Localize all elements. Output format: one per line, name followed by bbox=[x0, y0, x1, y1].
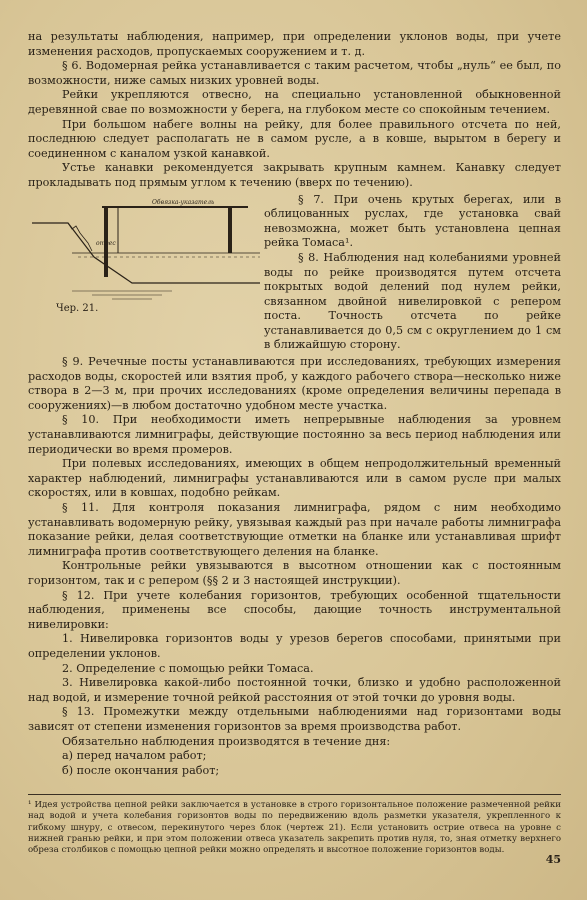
list-item-a: а) перед началом работ; bbox=[62, 749, 207, 763]
footnote: ¹ Идея устройства цепной рейки заключается в установке в строго горизонтальное положение размеченной рейки над водой и учета колебания горизонтов воды по передвижению вдоль разметки указателя, укрепленного к гибкому шнуру, с отвесом, перекинутого через блок (чертеж 21). Если установить острие отвеса на уровне с нижней гранью рейки, и при этом положении отвеса указатель закрепить против нуля, то, зная отметку верхнего обреза столбиков с помощью цепной рейки можно определять и высотное положение горизонтов воды. bbox=[28, 800, 561, 856]
paragraph-field-studies: При полевых исследованиях, имеющих в общем непродолжительный временный характер наблюдений, лимниграфы устанавливаются или в самом русле при малых скоростях, или в ковшах, подобно рейкам. bbox=[28, 457, 561, 500]
post-right bbox=[228, 207, 232, 253]
paragraph-control-rods: Контрольные рейки увязываются в высотном отношении как с постоянным горизонтом, так и с репером (§§ 2 и 3 настоящей инструкции). bbox=[28, 559, 561, 587]
figure-caption: Чер. 21. bbox=[56, 302, 99, 314]
figure-label-top: Обвязка-указатель bbox=[152, 198, 215, 206]
list-item-3: 3. Нивелировка какой-либо постоянной точки, близко и удобно расположенной над водой, и измерение точной рейкой расстояния от этой точки до уровня воды. bbox=[28, 676, 561, 704]
paragraph-section-8: § 8. Наблюдения над колебаниями уровней воды по рейке производятся путем отсчета покрытых водой делений под нулем рейки, связанном двойной нивелировкой с репером поста. Точность отсчета по рейке устанавливается до 0,5 см с округлением до 1 см в ближайшую сторону. bbox=[264, 250, 561, 352]
paragraph-channel-mouth: Устье канавки рекомендуется закрывать крупным камнем. Канавку следует прокладывать под прямым углом к течению (вверх по течению). bbox=[28, 161, 561, 189]
paragraph-section-10: § 10. При необходимости иметь непрерывные наблюдения за уровнем устанавливаются лимниграфы, действующие постоянно за весь период наблюдения или периодически во время промеров. bbox=[28, 413, 561, 456]
paragraph-section-7: § 7. При очень крутых берегах, или в облицованных руслах, где установка свай невозможна, может быть установлена цепная рейка Томаса¹. bbox=[264, 192, 561, 250]
figure-side-text bbox=[264, 193, 561, 354]
chain-gauge-drawing bbox=[32, 195, 260, 303]
figure-21 bbox=[28, 193, 264, 321]
paragraph-wave-run-up: При большом набеге волны на рейку, для более правильного отсчета по ней, последнюю следует располагать не в самом русле, а в ковше, вырытом в берегу и соединенном с каналом узкой канавкой. bbox=[28, 117, 561, 160]
list-item-2: 2. Определение с помощью рейки Томаса. bbox=[62, 661, 314, 675]
paragraph-section-9: § 9. Речечные посты устанавливаются при исследованиях, требующих измерения расходов воды, скоростей или взятия проб, у каждого рабочего створа—несколько ниже створа в 2—3 м, при прочих исследованиях (кроме определения величины перепада в сооружениях)—в любом достаточно удобном месте участка. bbox=[28, 355, 561, 412]
paragraph-rod-mounting: Рейки укрепляются отвесно, на специально установленной обыкновенной деревянной свае по возможности у берега, на глубоком месте со спокойным течением. bbox=[28, 88, 561, 116]
paragraph-mandatory-observations: Обязательно наблюдения производятся в течение дня: bbox=[62, 734, 391, 748]
paragraph-continuation: на результаты наблюдения, например, при определении уклонов воды, при учете изменения расходов, пропускаемых сооружением и т. д. bbox=[28, 30, 561, 58]
list-item-b: б) после окончания работ; bbox=[62, 763, 220, 777]
paragraph-section-12: § 12. При учете колебания горизонтов, требующих особенной тщательности наблюдения, применены все способы, дающие точность инструментальной нивелировки: bbox=[28, 588, 561, 631]
figure-label-plumb: отвес bbox=[96, 239, 116, 247]
footnote-divider bbox=[28, 794, 561, 795]
figure-row bbox=[28, 193, 561, 354]
paragraph-section-11: § 11. Для контроля показания лимниграфа, рядом с ним необходимо устанавливать водомерную рейку, увязывая каждый раз при начале работы лимниграфа показание рейки, делая соответствующие отметки на бланке или устанавливая шрифт лимниграфа против соответствующего деления на бланке. bbox=[28, 501, 561, 558]
paragraph-section-13: § 13. Промежутки между отдельными наблюдениями над горизонтами воды зависят от степени изменения горизонтов за время производства работ. bbox=[28, 705, 561, 733]
page-number: 45 bbox=[545, 853, 561, 866]
ground-hatch bbox=[72, 291, 172, 299]
paragraph-section-6: § 6. Водомерная рейка устанавливается с таким расчетом, чтобы „нуль“ ее был, по возможности, ниже самых низких уровней воды. bbox=[28, 59, 561, 87]
list-item-1: 1. Нивелировка горизонтов воды у урезов берегов способами, принятыми при определении уклонов. bbox=[28, 632, 561, 660]
